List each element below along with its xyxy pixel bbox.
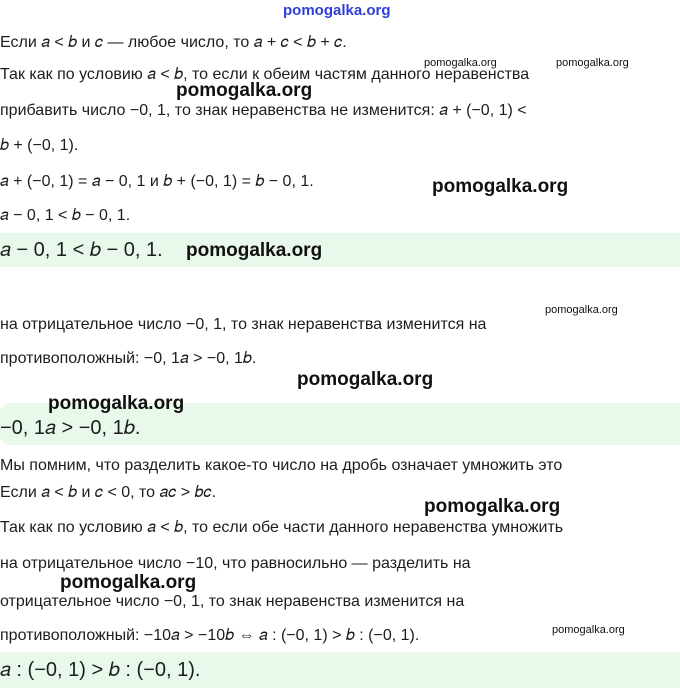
text-line-7: на отрицательное число −0, 1, то знак неравенства изменится на xyxy=(0,316,487,333)
text-line-4: 𝑏 + (−0, 1). xyxy=(0,137,79,154)
watermark-4: pomogalka.org xyxy=(297,369,434,390)
text-line-9: Мы помним, что разделить какое-то число на дробь означает умножить это xyxy=(0,457,563,474)
watermark-small-2: pomogalka.org xyxy=(556,57,629,69)
watermark-small-3: pomogalka.org xyxy=(545,304,618,316)
text-line-2: Так как по условию 𝑎 < 𝑏, то если к обеим частям данного неравенства xyxy=(0,66,530,83)
result-line-3: 𝑎 : (−0, 1) > 𝑏 : (−0, 1). xyxy=(0,659,201,681)
text-line-3: прибавить число −0, 1, то знак неравенства не изменится: 𝑎 + (−0, 1) < xyxy=(0,102,527,119)
text-line-13: отрицательное число −0, 1, то знак неравенства изменится на xyxy=(0,593,465,610)
text-line-8: противоположный: −0, 1𝑎 > −0, 1𝑏. xyxy=(0,350,257,367)
watermark-2: pomogalka.org xyxy=(432,176,569,197)
watermark-5: pomogalka.org xyxy=(48,393,185,414)
text-line-5: 𝑎 + (−0, 1) = 𝑎 − 0, 1 и 𝑏 + (−0, 1) = 𝑏 − 0, 1. xyxy=(0,173,314,190)
text-line-11: Так как по условию 𝑎 < 𝑏, то если обе части данного неравенства умножить xyxy=(0,519,564,536)
text-line-1: Если 𝑎 < 𝑏 и 𝑐 — любое число, то 𝑎 + 𝑐 < 𝑏 + 𝑐. xyxy=(0,34,347,51)
text-line-12: на отрицательное число −10, что равносильно — разделить на xyxy=(0,555,471,572)
result-line-2: −0, 1𝑎 > −0, 1𝑏. xyxy=(0,417,141,439)
text-line-6: 𝑎 − 0, 1 < 𝑏 − 0, 1. xyxy=(0,207,131,224)
watermark-6: pomogalka.org xyxy=(424,496,561,517)
watermark-small-1: pomogalka.org xyxy=(424,57,497,69)
watermark-top: pomogalka.org xyxy=(283,2,391,19)
watermark-3: pomogalka.org xyxy=(186,240,323,261)
result-line-1: 𝑎 − 0, 1 < 𝑏 − 0, 1. xyxy=(0,239,163,261)
text-line-14: противоположный: −10𝑎 > −10𝑏 ⇔ 𝑎 : (−0, 1) > 𝑏 : (−0, 1). xyxy=(0,627,420,644)
text-line-10: Если 𝑎 < 𝑏 и 𝑐 < 0, то 𝑎𝑐 > 𝑏𝑐. xyxy=(0,484,217,501)
watermark-1: pomogalka.org xyxy=(176,80,313,101)
watermark-small-4: pomogalka.org xyxy=(552,624,625,636)
watermark-7: pomogalka.org xyxy=(60,572,197,593)
